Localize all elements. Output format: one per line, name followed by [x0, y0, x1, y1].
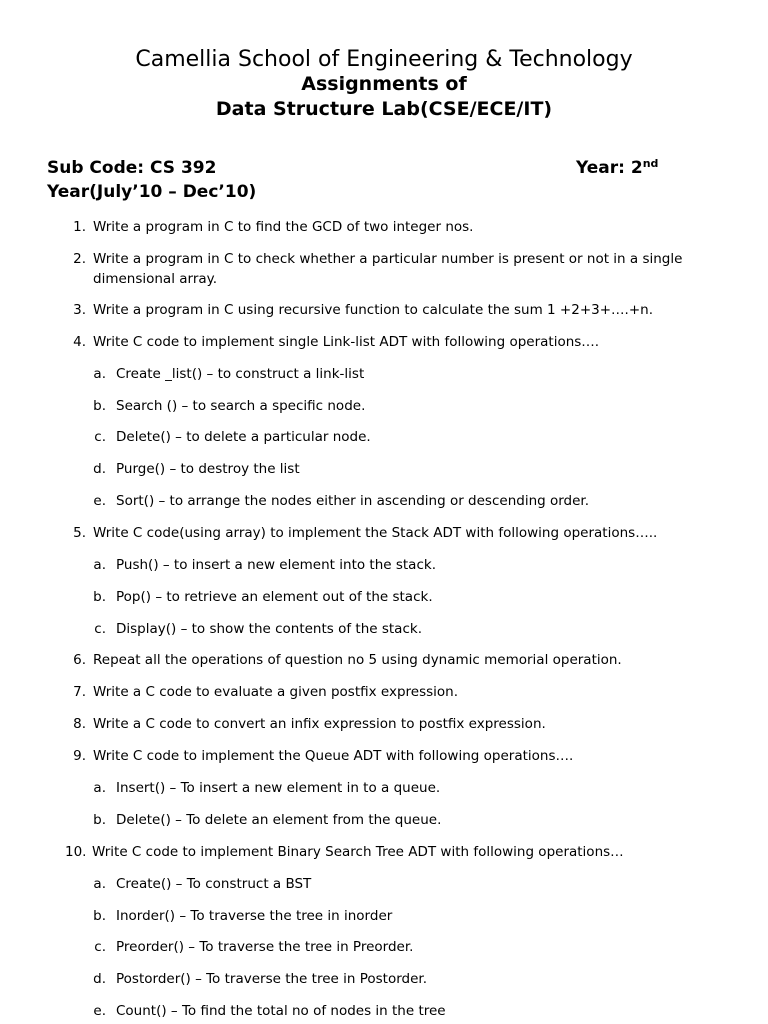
item-letter: e.: [93, 493, 106, 509]
item-text: Repeat all the operations of question no 5 using dynamic memorial operation.: [93, 652, 622, 668]
item-letter: d.: [93, 461, 106, 477]
item-number: 4.: [73, 334, 86, 350]
item-letter: c.: [94, 939, 106, 955]
item-letter: b.: [93, 812, 106, 828]
item-text: Search () – to search a specific node.: [116, 398, 366, 414]
item-text: Write a C code to convert an infix expression to postfix expression.: [93, 716, 546, 732]
year-text: Year: 2: [576, 158, 643, 178]
item-text: Create() – To construct a BST: [116, 876, 312, 892]
item-letter: a.: [93, 557, 106, 573]
item-number: 1.: [73, 219, 86, 235]
item-text: Write C code(using array) to implement the Stack ADT with following operations…..: [93, 525, 658, 541]
item-text: Postorder() – To traverse the tree in Postorder.: [116, 971, 427, 987]
item-text: Write C code to implement the Queue ADT with following operations….: [93, 748, 574, 764]
item-number: 3.: [73, 302, 86, 318]
item-text: Insert() – To insert a new element in to a queue.: [116, 780, 441, 796]
item-text: Pop() – to retrieve an element out of the stack.: [116, 589, 433, 605]
assignment-title: Assignments of: [301, 73, 467, 95]
item-text: Count() – To find the total no of nodes in the tree: [116, 1003, 446, 1019]
item-text: Write C code to implement single Link-list ADT with following operations….: [93, 334, 600, 350]
item-text: Write a program in C using recursive function to calculate the sum 1 +2+3+….+n.: [93, 302, 653, 318]
item-text: Delete() – to delete a particular node.: [116, 429, 371, 445]
item-text: Sort() – to arrange the nodes either in ascending or descending order.: [116, 493, 590, 509]
item-letter: b.: [93, 398, 106, 414]
subject-code: Sub Code: CS 392: [47, 158, 217, 178]
year-label: [576, 156, 658, 180]
school-name: Camellia School of Engineering & Technology: [135, 47, 633, 72]
item-text: Write a program in C to check whether a particular number is present or not in a single: [93, 251, 683, 267]
item-letter: e.: [93, 1003, 106, 1019]
item-text: Purge() – to destroy the list: [116, 461, 300, 477]
item-letter: c.: [94, 429, 106, 445]
item-number: 8.: [73, 716, 86, 732]
item-text: Write a program in C to find the GCD of two integer nos.: [93, 219, 474, 235]
item-text: Write C code to implement Binary Search Tree ADT with following operations…: [92, 844, 624, 860]
item-number: 9.: [73, 748, 86, 764]
item-text: Display() – to show the contents of the stack.: [116, 621, 422, 637]
item-text-continuation: dimensional array.: [93, 271, 218, 287]
item-text: Inorder() – To traverse the tree in inorder: [116, 908, 393, 924]
item-text: Preorder() – To traverse the tree in Preorder.: [116, 939, 414, 955]
item-letter: b.: [93, 908, 106, 924]
item-text: Create _list() – to construct a link-list: [116, 366, 365, 382]
lab-title: Data Structure Lab(CSE/ECE/IT): [215, 98, 553, 120]
item-letter: a.: [93, 366, 106, 382]
item-number: 7.: [73, 684, 86, 700]
year-range: Year(July’10 – Dec’10): [47, 182, 257, 202]
item-text: Delete() – To delete an element from the queue.: [116, 812, 442, 828]
item-text: Push() – to insert a new element into the stack.: [116, 557, 436, 573]
item-number: 10.: [65, 844, 87, 860]
item-letter: b.: [93, 589, 106, 605]
item-text: Write a C code to evaluate a given postfix expression.: [93, 684, 459, 700]
year-superscript: nd: [642, 157, 659, 170]
item-number: 2.: [73, 251, 86, 267]
item-letter: c.: [94, 621, 106, 637]
item-number: 5.: [73, 525, 86, 541]
item-letter: a.: [93, 876, 106, 892]
item-number: 6.: [73, 652, 86, 668]
item-letter: d.: [93, 971, 106, 987]
item-letter: a.: [93, 780, 106, 796]
